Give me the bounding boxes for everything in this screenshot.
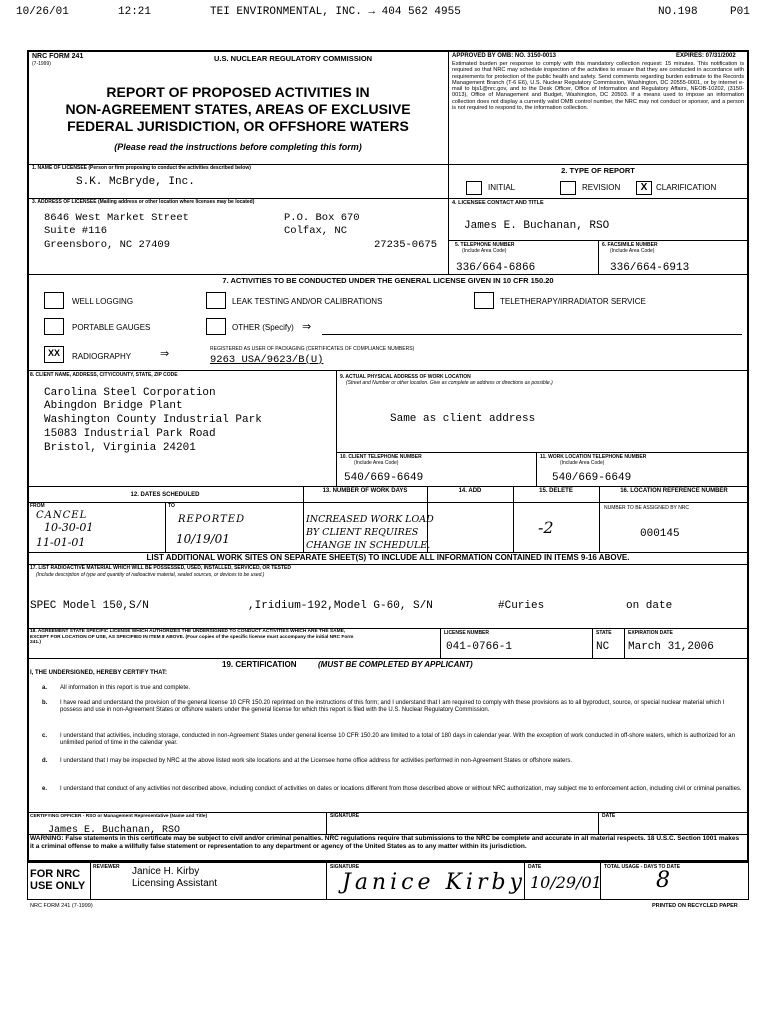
reviewer-name: Janice H. Kirby [132, 866, 200, 877]
omb-approval: APPROVED BY OMB: NO. 3150-0013 [452, 53, 556, 59]
well-logging-checkbox[interactable] [44, 292, 64, 309]
total-usage-label: TOTAL USAGE - DAYS TO DATE [604, 864, 681, 870]
add-label: 14. ADD [458, 488, 482, 494]
expiration-label: EXPIRATION DATE [628, 630, 673, 636]
initial-label: INITIAL [488, 183, 516, 192]
clarification-label: CLARIFICATION [656, 183, 717, 192]
cert-item-b: I have read and understand the provision of the general license 10 CFR 150.20 reprinted on the instructions of this form; and I understand that I am required to comply with these provisions as to all byproduct, source, or special nuclear material which I possess and use in non-Agreement States or offshore waters under the general license for which this report is filed with the U.S. Nuclear Regulatory Commission. [60, 700, 725, 714]
nrc-date-value: 10/29/01 [530, 873, 602, 892]
revision-label: REVISION [582, 183, 621, 192]
form-instructions: (Please read the instructions before completing this form) [114, 142, 362, 152]
well-logging-label: WELL LOGGING [72, 297, 134, 306]
certifying-officer-value: James E. Buchanan, RSO [48, 825, 181, 836]
revision-checkbox[interactable] [560, 181, 576, 195]
omb-expires: EXPIRES: 07/31/2002 [676, 53, 736, 59]
work-location-sub: (Street and Number or other location. Give as complete an address or directions as possible.) [346, 380, 553, 386]
fax-number: NO.198 [658, 6, 698, 18]
client-phone-label: 10. CLIENT TELEPHONE NUMBER [340, 454, 422, 460]
additional-sites-note: LIST ADDITIONAL WORK SITES ON SEPARATE SHEET(S) TO INCLUDE ALL INFORMATION CONTAINED IN ITEMS 9-16 ABOVE. [146, 553, 630, 562]
footer-printed: PRINTED ON RECYCLED PAPER [652, 903, 738, 909]
state-value: NC [596, 641, 610, 653]
material-col-1: SPEC Model 150,S/N [30, 600, 149, 612]
license-number-value: 041-0766-1 [446, 641, 513, 653]
registered-value: 9263 USA/9623/B(U) [210, 354, 324, 366]
location-ref-label: 16. LOCATION REFERENCE NUMBER [620, 488, 728, 494]
material-label: 17. LIST RADIOACTIVE MATERIAL WHICH WILL BE POSSESSED, USED, INSTALLED, SERVICED, OR TESTED [30, 565, 291, 571]
to-label: TO [168, 503, 175, 509]
leak-testing-label: LEAK TESTING AND/OR CALIBRATIONS [232, 297, 383, 306]
address-line-3a: Greensboro, NC 27409 [44, 239, 171, 251]
from-handwritten-3: 11-01-01 [36, 536, 86, 549]
cert-date-label: DATE [602, 813, 616, 819]
fax-sender: TEI ENVIRONMENTAL, INC. → 404 562 4955 [210, 6, 461, 18]
teletherapy-checkbox[interactable] [474, 292, 494, 309]
to-handwritten-1: REPORTED [178, 514, 246, 525]
client-line-5: Bristol, Virginia 24201 [44, 442, 196, 454]
client-line-1: Carolina Steel Corporation [44, 387, 216, 399]
other-label: OTHER (Specify) [232, 323, 294, 332]
material-col-2: ,Iridium-192,Model G-60, S/N [248, 600, 433, 612]
form-number: NRC FORM 241 [32, 53, 84, 60]
cert-item-d: I understand that I may be inspected by NRC at the above listed work site locations and at the Licensee home office address for activities performed in non-Agreement States or offshore waters. [60, 758, 573, 764]
signature-label: SIGNATURE [330, 813, 360, 819]
from-handwritten-1: CANCEL [36, 510, 88, 521]
fax-date: 10/26/01 [16, 6, 69, 18]
client-label: 8. CLIENT NAME, ADDRESS, CITY/COUNTY, STATE, ZIP CODE [30, 372, 178, 378]
from-handwritten-2: 10-30-01 [44, 521, 94, 534]
address-line-2b: Colfax, NC [284, 225, 348, 237]
location-ref-sub: NUMBER TO BE ASSIGNED BY NRC [604, 505, 690, 511]
nrc-date-label: DATE [528, 864, 542, 870]
other-checkbox[interactable] [206, 318, 226, 335]
license-number-label: LICENSE NUMBER [444, 630, 490, 636]
initial-checkbox[interactable] [466, 181, 482, 195]
licensee-name-label: 1. NAME OF LICENSEE (Person or firm proposing to conduct the activities described below) [32, 165, 251, 171]
dates-label: 12. DATES SCHEDULED [130, 492, 200, 498]
nrc-signature-label: SIGNATURE [330, 864, 360, 870]
state-label: STATE [596, 630, 612, 636]
address-line-1a: 8646 West Market Street [44, 212, 189, 224]
to-handwritten-2: 10/19/01 [176, 532, 230, 546]
form-revision: (7-1999) [32, 61, 51, 67]
reviewer-label: REVIEWER [93, 864, 120, 870]
telephone-sub: (Include Area Code) [462, 248, 507, 254]
footer-form: NRC FORM 241 (7-1999) [30, 903, 93, 909]
form-title-line-3: FEDERAL JURISDICTION, OR OFFSHORE WATERS [67, 118, 409, 134]
client-line-2: Abingdon Bridge Plant [44, 400, 183, 412]
telephone-label: 5. TELEPHONE NUMBER [455, 242, 515, 248]
omb-burden-statement: Estimated burden per response to comply with this mandatory collection request: 15 minutes. This notification is required so that NRC may schedule inspection of the activities to ensure that they are conducted in accordance with requirements for protection of the public health and safety. Send comments regarding burden estimate to the Records Management Branch (T-6 E6), U.S. Nuclear Regulatory Commission, Washington, DC 20555-0001, or by internet e-mail to bjs1@nrc.gov, and to the Desk Officer, Office of Information and Regulatory Affairs, NEOB-10202, (3150-0013), Office of Management and Budget, Washington, DC 20503. If a means used to impose an information collection does not display a currently valid OMB control number, the NRC may not conduct or sponsor, and a person is not required to respond to, the information collection. [452, 61, 744, 112]
radiography-checkbox[interactable]: XX [44, 346, 64, 363]
from-label: FROM [30, 503, 45, 509]
material-col-3: #Curies [498, 600, 545, 612]
work-phone-value: 540/669-6649 [552, 472, 632, 484]
nrc-use-label: FOR NRC USE ONLY [30, 868, 86, 892]
address-line-2a: Suite #116 [44, 225, 108, 237]
teletherapy-label: TELETHERAPY/IRRADIATOR SERVICE [500, 297, 646, 306]
fax-value: 336/664-6913 [610, 262, 690, 274]
material-sub: (Include description of type and quantity of radioactive material, sealed sources, or devices to be used.) [36, 572, 265, 578]
clarification-checkbox[interactable]: X [636, 181, 652, 195]
work-days-handwritten-1: INCREASED WORK LOAD [306, 514, 434, 525]
form-title-line-2: NON-AGREEMENT STATES, AREAS OF EXCLUSIVE [65, 101, 411, 117]
work-days-handwritten-3: CHANGE IN SCHEDULE. [306, 540, 431, 551]
nrc-signature: Janice Kirby [342, 870, 526, 895]
expiration-value: March 31,2006 [628, 641, 714, 653]
telephone-value: 336/664-6866 [456, 262, 536, 274]
warning-text: WARNING: False statements in this certificate may be subject to civil and/or criminal penalties. NRC regulations require that submissions to the NRC be complete and accurate in all material respects. 18 U.S.C. Section 1001 makes it a criminal offense to make a willfully false statement or representation to any department or agency of the United States as to any matter within its jurisdiction. [30, 835, 740, 850]
client-phone-value: 540/669-6649 [344, 472, 424, 484]
activities-label: 7. ACTIVITIES TO BE CONDUCTED UNDER THE GENERAL LICENSE GIVEN IN 10 CFR 150.20 [222, 276, 554, 285]
address-line-1b: P.O. Box 670 [284, 212, 360, 224]
fax-page: P01 [730, 6, 750, 18]
delete-value: -2 [538, 518, 554, 537]
radiography-arrow-icon: ⇒ [160, 348, 170, 360]
agreement-license-label: 18. AGREEMENT STATE SPECIFIC LICENSE WHICH AUTHORIZES THE UNDERSIGNED TO CONDUCT ACTIVITIES WHICH ARE THE SAME, EXCEPT FOR LOCATION OF USE, AS SPECIFIED IN ITEM 8 ABOVE. (Four copies of the specific license must accompany the initial NRC Form 241.) [30, 629, 354, 646]
delete-label: 15. DELETE [539, 488, 573, 494]
fax-label: 6. FACSIMILE NUMBER [602, 242, 658, 248]
client-phone-sub: (Include Area Code) [354, 460, 399, 466]
fax-time: 12:21 [118, 6, 152, 18]
type-of-report-label: 2. TYPE OF REPORT [561, 166, 635, 175]
work-days-handwritten-2: BY CLIENT REQUIRES [306, 527, 419, 538]
cert-item-a: All information in this report is true and complete. [60, 685, 191, 691]
address-line-3b: 27235-0675 [374, 239, 438, 251]
leak-testing-checkbox[interactable] [206, 292, 226, 309]
work-location-value: Same as client address [390, 413, 536, 425]
agency-name: U.S. NUCLEAR REGULATORY COMMISSION [214, 54, 373, 63]
portable-gauges-label: PORTABLE GAUGES [72, 323, 151, 332]
certification-intro: I, THE UNDERSIGNED, HEREBY CERTIFY THAT: [30, 670, 168, 676]
other-arrow-icon: ⇒ [302, 321, 312, 333]
radiography-label: RADIOGRAPHY [72, 352, 132, 361]
fax-sub: (Include Area Code) [610, 248, 655, 254]
certification-label-em: (MUST BE COMPLETED BY APPLICANT) [318, 660, 473, 669]
certifying-officer-label: CERTIFYING OFFICER - RSO or Management Representative (Name and Title) [30, 814, 208, 819]
licensee-address-label: 3. ADDRESS OF LICENSEE (Mailing address or other location where licenses may be located) [32, 199, 255, 205]
certification-label: 19. CERTIFICATION [222, 660, 297, 669]
client-line-3: Washington County Industrial Park [44, 414, 262, 426]
portable-gauges-checkbox[interactable] [44, 318, 64, 335]
cert-item-c: I understand that activities, including storage, conducted in non-Agreement States under general license 10 CFR 150.20 are limited to a total of 180 days in calendar year. With the exception of work conducted in off-shore waters, which is authorized for an unlimited period of time in the calendar year. [60, 733, 735, 747]
location-ref-value: 000145 [640, 528, 680, 540]
cert-item-e: I understand that conduct of any activities not described above, including conduct of activities on dates or locations different from those described above or without NRC authorization, may subject me to enforcement action, including civil or criminal penalties. [60, 786, 742, 792]
total-usage-value: 8 [656, 868, 670, 893]
material-col-4: on date [626, 600, 673, 612]
work-location-label: 9. ACTUAL PHYSICAL ADDRESS OF WORK LOCATION [340, 374, 471, 380]
reviewer-title: Licensing Assistant [132, 878, 218, 889]
work-phone-sub: (Include Area Code) [560, 460, 605, 466]
work-days-label: 13. NUMBER OF WORK DAYS [322, 488, 408, 494]
client-line-4: 15083 Industrial Park Road [44, 428, 216, 440]
form-title-line-1: REPORT OF PROPOSED ACTIVITIES IN [106, 84, 370, 100]
licensee-name-value: S.K. McBryde, Inc. [76, 176, 195, 188]
registered-label: REGISTERED AS USER OF PACKAGING (CERTIFICATES OF COMPLIANCE NUMBERS) [210, 346, 415, 352]
work-phone-label: 11. WORK LOCATION TELEPHONE NUMBER [540, 454, 647, 460]
contact-value: James E. Buchanan, RSO [464, 220, 610, 232]
contact-label: 4. LICENSEE CONTACT AND TITLE [452, 200, 544, 206]
